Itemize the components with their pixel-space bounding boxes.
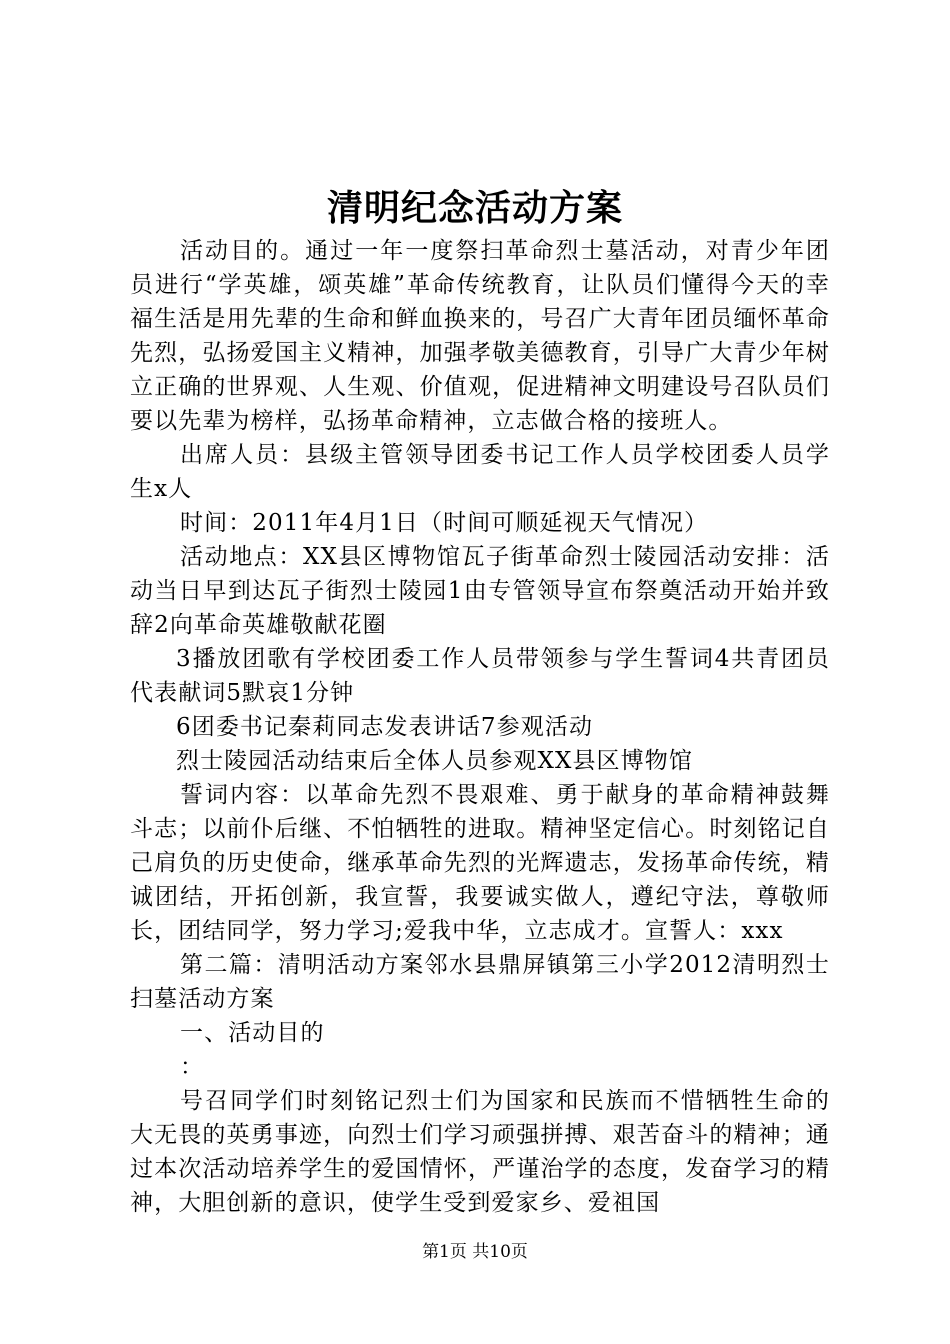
paragraph-time: 时间：2011年4月1日（时间可顺延视天气情况） xyxy=(180,510,709,536)
paragraph-second-article-heading: 第二篇：清明活动方案邻水县鼎屏镇第三小学2012清明烈士扫墓活动方案 xyxy=(130,952,830,1012)
paragraph-purpose: 活动目的。通过一年一度祭扫革命烈士墓活动，对青少年团员进行“学英雄，颂英雄”革命传统教育，让队员们懂得今天的幸福生活是用先辈的生命和鲜血换来的，号召广大青年团员缅怀革命先烈，弘扬爱国主义精神，加强孝敬美德教育，引导广大青少年树立正确的世界观、人生观、价值观，促进精神文明建设号召队员们要以先辈为榜样，弘扬革命精神，立志做合格的接班人。 xyxy=(130,238,830,434)
paragraph-schedule-items: 3播放团歌有学校团委工作人员带领参与学生誓词4共青团员代表献词5默哀1分钟 xyxy=(130,646,830,706)
paragraph-purpose-detail: 号召同学们时刻铭记烈士们为国家和民族而不惜牺牲生命的大无畏的英勇事迹，向烈士们学习顽强拼搏、艰苦奋斗的精神；通过本次活动培养学生的爱国情怀，严谨治学的态度，发奋学习的精神，大胆创新的意识，使学生受到爱家乡、爱祖国 xyxy=(130,1088,830,1216)
paragraph-oath: 誓词内容：以革命先烈不畏艰难、勇于献身的革命精神鼓舞斗志；以前仆后继、不怕牺牲的进取。精神坚定信心。时刻铭记自己肩负的历史使命，继承革命先烈的光辉遗志，发扬革命传统，精诚团结，开拓创新，我宣誓，我要诚实做人，遵纪守法，尊敬师长，团结同学，努力学习;爱我中华，立志成才。宣誓人：xxx xyxy=(130,782,830,944)
paragraph-colon: ： xyxy=(180,1054,205,1080)
paragraph-museum-visit: 烈士陵园活动结束后全体人员参观XX县区博物馆 xyxy=(176,748,693,774)
paragraph-location-schedule: 活动地点：XX县区博物馆瓦子街革命烈士陵园活动安排：活动当日早到达瓦子街烈士陵园1由专管领导宣布祭奠活动开始并致辞2向革命英雄敬献花圈 xyxy=(130,544,830,638)
document-body xyxy=(130,234,830,1220)
paragraph-schedule-speech: 6团委书记秦莉同志发表讲话7参观活动 xyxy=(176,714,594,740)
document-title: 清明纪念活动方案 xyxy=(326,187,623,229)
page-number-footer: 第1页 共10页 xyxy=(422,1242,528,1262)
section-heading-activity-purpose: 一、活动目的 xyxy=(180,1020,325,1046)
paragraph-attendees: 出席人员：县级主管领导团委书记工作人员学校团委人员学生x人 xyxy=(130,442,830,502)
